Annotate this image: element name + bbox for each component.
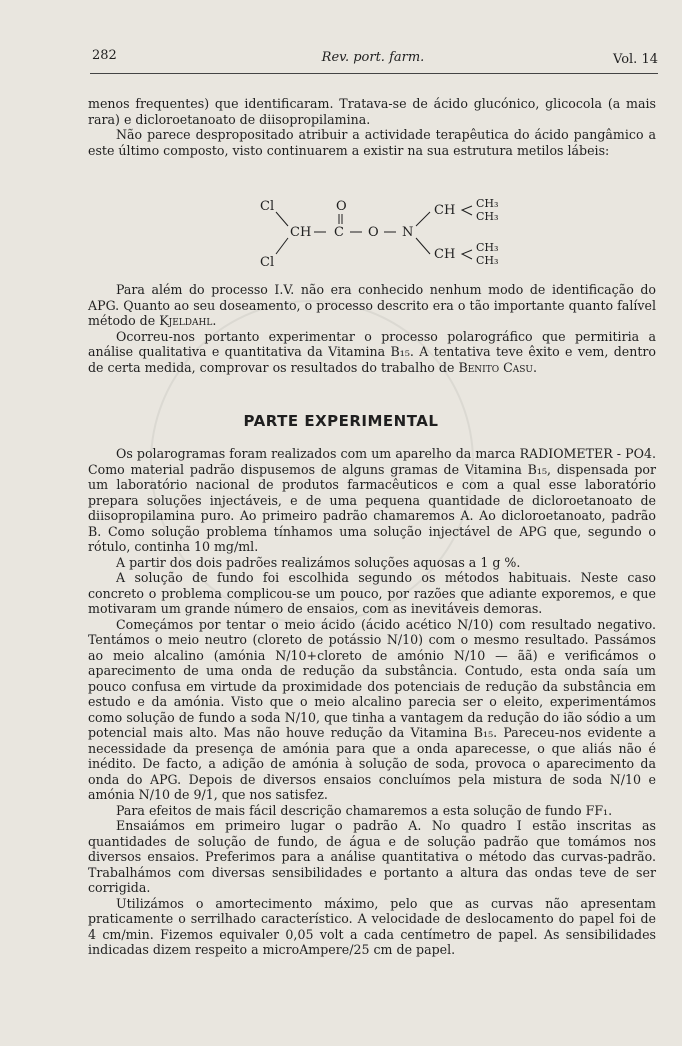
formula-ch-right-bottom: CH [434,247,456,262]
formula-o-top: O [336,199,347,214]
formula-ch3: CH₃ [476,210,499,223]
volume-label: Vol. 14 [613,52,658,67]
formula-cl-bottom: Cl [260,255,275,268]
formula-cl-top: Cl [260,199,275,214]
journal-title: Rev. port. farm. [321,50,425,65]
paragraph: Não parece despropositado atribuir a actividade terapêutica do ácido pangâmico a este último composto, visto continuarem a existir na sua estrutura metilos lábeis: [88,127,656,158]
author-name: Kjeldahl. [159,313,217,328]
formula-ch3: CH₃ [476,198,499,210]
paragraph: Utilizámos o amortecimento máximo, pelo que as curvas não apresentam praticamente o serrilhado característico. A velocidade de deslocamento do papel foi de 4 cm/min. Fizemos equivaler 0,05 volt a cada centímetro de papel. As sensibilidades indicadas dizem respeito a microAmpere/25 cm de papel. [88,895,656,957]
paragraph: A partir dos dois padrões realizámos soluções aquosas a 1 g %. [116,554,521,570]
formula-o: O [368,225,379,240]
header-rule [90,73,658,74]
paragraph: Começámos por tentar o meio ácido (ácido acético N/10) com resultado negativo. Tentámos o meio neutro (cloreto de potássio N/10) com o mesmo resultado. Passámos ao meio alcalino (amónia N/10+cloreto de amónio N/10 — ãã) e verificámos o aparecimento de uma onda de redução da substância. Contudo, esta onda saía um pouco confusa em virtude da proximidade dos potenciais de redução da substância em estudo e da amónia. Visto que o meio alcalino parecia ser o eleito, experimentámos como solução de fundo a soda N/10, que tinha a vantagem da redução do ião sódio a um potencial mais alto. Mas não houve redução da Vitamina B₁₅. Pareceu-nos evidente a necessidade da presença de amónia para que a onda aparecesse, o que aliás não é inédito. De facto, a adição de amónia à solução de soda, provoca o aparecimento da onda do APG. Depois de diversos ensaios concluímos pela mistura de soda N/10 e amónia N/10 de 9/1, que nos satisfez. [88,616,656,802]
paragraph: menos frequentes) que identificaram. Tratava-se de ácido glucónico, glicocola (a mais rara) e dicloroetanoato de diisopropilamina. [88,96,656,127]
page-number: 282 [92,48,117,63]
paragraph: Para efeitos de mais fácil descrição chamaremos a esta solução de fundo FF₁. [116,802,613,818]
paragraph: Ocorreu-nos portanto experimentar o processo polarográfico que permitiria a análise qualitativa e quantitativa da Vitamina B₁₅. A tentativa teve êxito e vem, dentro de certa medida, comprovar os resultados do trabalho de Benito Casu. [88,328,656,375]
section-heading: PARTE EXPERIMENTAL [243,412,439,430]
running-header [88,46,658,68]
formula-ch-left: CH [290,225,312,240]
article-body [88,96,656,158]
article-body-experimental [88,446,656,958]
formula-n: N [402,225,414,240]
formula-ch3: CH₃ [476,254,499,267]
paragraph: A solução de fundo foi escolhida segundo os métodos habituais. Neste caso concreto o problema complicou-se um pouco, por razões que adiante exporemos, e que motivaram um grande número de ensaios, com as inevitáveis demoras. [88,570,656,616]
formula-ch3: CH₃ [476,241,499,254]
paragraph: Ensaiámos em primeiro lugar o padrão A. No quadro I estão inscritas as quantidades de solução de fundo, de água e de solução padrão que tomámos nos diversos ensaios. Preferimos para a análise quantitativa o método das curvas-padrão. Trabalhámos com diversas sensibilidades e portanto a altura das ondas teve de ser corrigida. [88,818,656,895]
chemical-structure-formula [250,198,510,268]
paragraph: Os polarogramas foram realizados com um aparelho da marca RADIOMETER - PO4. Como material padrão dispusemos de alguns gramas de Vitamina B₁₅, dispensada por um laboratório nacional de produtos farmacêuticos e com a qual esse laboratório prepara soluções injectáveis, e de uma pequena quantidade de dicloroetanoato de diisopropilamina puro. Ao primeiro padrão chamaremos A. Ao dicloroetanoato, padrão B. Como solução problema tínhamos uma solução injectável de APG que, segundo o rótulo, continha 10 mg/ml. [88,446,656,554]
paragraph: Para além do processo I.V. não era conhecido nenhum modo de identificação do APG. Quanto ao seu doseamento, o processo descrito era o tão importante quanto falível método de Kjeldahl. [88,282,656,328]
article-body-middle [88,282,656,375]
formula-ch-right-top: CH [434,203,456,218]
formula-c: C [334,225,344,240]
author-name: Benito Casu. [458,359,537,375]
